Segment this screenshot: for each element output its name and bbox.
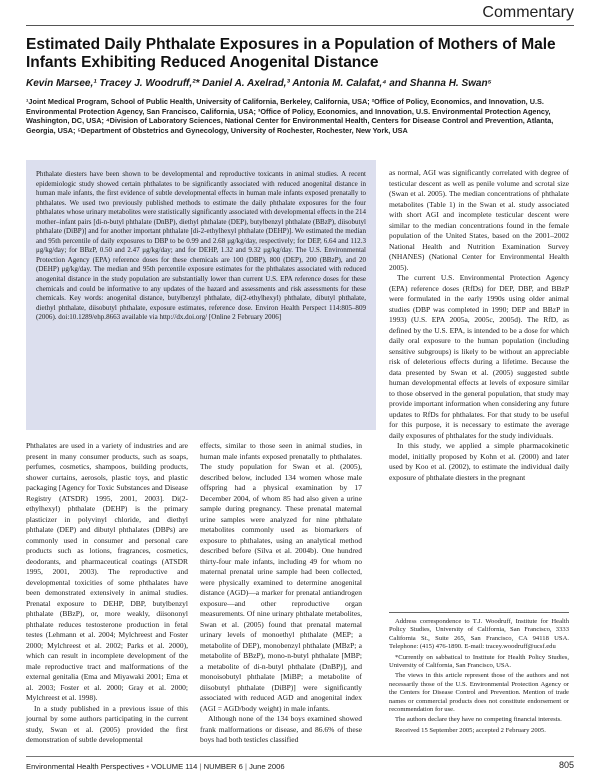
body-paragraph: Phthalates are used in a variety of industries and are present in many consumer products, such as soaps, perfumes, cosmetics, shampoos, building products, shower curtains, aerosols, plastic toys, and plastic packaging [Agency for Toxic Substances and Disease Registry (ATSDR) 1995, 2001, 2003]. Di(2-ethylhexyl) phthalate (DEHP) is the primary plasticizer in polyvinyl chloride, and diethyl phthalate (DEP) and dibutyl phthalates (DBPs) are commonly used in consumer and personal care products such as lotions, fragrances, cosmetics, deodorants, and pharmaceutical coatings (ATSDR 1995, 2001, 2003). The reproductive and developmental toxicities of some phthalates have been demonstrated extensively in animal studies. Prenatal exposure to DEHP, DBP, butylbenzyl phthalate (BBzP), or, more weakly, diisononyl phthalate reduces testosterone production in fetal testes (Lehmann et al. 2004; Mylchreest and Foster 2000; Mylchreest et al. 2002; Parks et al. 2000), which can result in incomplete development of the male reproductive tract and malformations of the external genitalia (Ema and Miyawaki 2001; Ema et al. 2003; Foster et al. 2000; Gray et al. 2000; Mylchreest et al. 1998).	[26, 441, 188, 702]
article-title: Estimated Daily Phthalate Exposures in a Population of Mothers of Male Infants Exhibiting Reduced Anogenital Distance	[26, 36, 556, 71]
notes-divider	[389, 612, 569, 613]
received-note: Received 15 September 2005; accepted 2 February 2005.	[395, 726, 546, 734]
header-rule	[26, 25, 574, 26]
issue-date: June 2006	[249, 762, 285, 771]
body-paragraph: Although none of the 134 boys examined showed frank malformations or disease, and 86.6% of these boys had both testicles classified	[200, 714, 362, 744]
disclaimer-note: The views in this article represent those of the authors and not necessarily those of the U.S. Environmental Protection Agency or the Centers for Disease Control and Prevention. Mention of trade names or commercial products does not constitute endorsement or recommendation for use.	[389, 672, 569, 714]
affiliations: ¹Joint Medical Program, School of Public Health, University of California, Berkeley, California, USA; ²Office of Policy, Economics, and Innovation, U.S. Environmental Protection Agency, San Francisco, California, USA; ³Office of Policy, Economics, and Innovation, U.S. Environmental Protection Agency, Washington, DC, USA; ⁴Division of Laboratory Sciences, National Center for Environmental Health, Centers for Disease Control and Prevention, Atlanta, Georgia, USA; ⁵Department of Obstetrics and Gynecology, University of Rochester, Rochester, New York, USA	[26, 97, 554, 135]
section-label: Commentary	[482, 4, 574, 21]
footer-rule	[26, 756, 574, 757]
body-column-1	[26, 441, 188, 746]
body-paragraph: as normal, AGI was significantly correlated with degree of testicular descent as well as penile volume and scrotal size (Swan et al. 2005). The median concentrations of phthalate metabolites (Table 1) in the Swan et al. study associated with short AGI and incomplete testicular descent were similar to the median concentrations found in the female population of the United States, based on the 2001–2002 National Health and Nutrition Examination Survey (NHANES) (National Center for Environmental Health 2005).	[389, 168, 569, 272]
volume: VOLUME 114	[151, 762, 198, 771]
page-number: 805	[558, 760, 574, 770]
author-list: Kevin Marsee,¹ Tracey J. Woodruff,²* Daniel A. Axelrad,³ Antonia M. Calafat,⁴ and Shanna H. Swan⁵	[26, 78, 492, 89]
abstract-box	[26, 160, 376, 430]
body-paragraph: In this study, we applied a simple pharmacokinetic model, initially proposed by Kohn et al. (2000) and later used by Koo et al. (2002), to estimate the individual daily exposure of phthalate diesters in the pregnant	[389, 441, 569, 482]
journal-name: Environmental Health Perspectives	[26, 762, 145, 771]
correspondence-note: Address correspondence to T.J. Woodruff, Institute for Health Policy Studies, University of California, San Francisco, 3333 California St., Suite 265, San Francisco, CA 94118 USA. Telephone: (415) 476-1890. E-mail: tracey.woodruff@ucsf.edu	[389, 618, 569, 651]
body-paragraph: The current U.S. Environmental Protection Agency (EPA) reference doses (RfDs) for DEP, DBP, and BBzP were formulated in the early 1990s using older animal studies (DBP was completed in 1990; DEP and BBzP in 1993) (U.S. EPA 2005a, 2005c, 2005d). The RfD, as defined by the U.S. EPA, is intended to be a dose for which daily oral exposure to the human population (including sensitive subgroups) is likely to be without an appreciable risk of deleterious effects during a lifetime. Because the data presented by Swan et al. (2005) suggested subtle human developmental effects at levels of exposure similar to those observed in the general population, that study may provide important information when considering any future updates to RfDs for phthalates. For that study to be useful for this purpose, it is necessary to estimate the average daily exposures of phthalates for the study individuals.	[389, 273, 569, 440]
body-paragraph: effects, similar to those seen in animal studies, in human male infants exposed prenatally to phthalates. The study population for Swan et al. (2005), described below, included 134 women whose male offspring had a physical examination by 17 December 2004, of whom 85 had also given a urine sample during pregnancy. These prenatal maternal urine samples were analyzed for nine phthalate metabolites commonly used as biomarkers of exposure to phthalates, using an analytical method described before (Silva et al. 2004b). One hundred thirty-four male infants, including 49 for whom no maternal prenatal urine sample had been collected, were physically examined to determine anogenital distance (AGD)—a marker for prenatal antiandrogen exposure—and other reproductive organ measurements. Of nine urinary phthalate metabolites, Swan et al. (2005) found that prenatal maternal urinary levels of monoethyl phthalate (MEP; a metabolite of DEP), monobenzyl phthalate (MBzP; a metabolite of BBzP), mono-n-butyl phthalate [MBP; a metabolite of di-n-butyl phthalate (DnBP)], and monoisobutyl phthalate [MiBP; a metabolite of diisobutyl phthalate (DiBP)] were significantly associated with reduced AGD and anogenital index (AGI = AGD/body weight) in male infants.	[200, 441, 362, 713]
issue-number: NUMBER 6	[203, 762, 243, 771]
body-paragraph: In a study published in a previous issue of this journal by some authors participating in the current study, Swan et al. (2005) provided the first demonstration of subtle developmental	[26, 703, 188, 744]
competing-interests-note: The authors declare they have no competing financial interests.	[395, 716, 562, 724]
body-column-3	[389, 168, 569, 483]
body-column-2	[200, 441, 362, 746]
footer-citation: Environmental Health Perspectives • VOLUME 114 | NUMBER 6 | June 2006	[26, 762, 285, 771]
sabbatical-note: *Currently on sabbatical to Institute for Health Policy Studies, University of California, San Francisco, USA.	[389, 653, 569, 670]
abstract-text: Phthalate diesters have been shown to be developmental and reproductive toxicants in animal studies. A recent epidemiologic study showed certain phthalates to be significantly associated with reduced anogenital distance in human male infants, the first evidence of subtle developmental effects in human male infants exposed prenatally to phthalates. We used two previously published methods to estimate the daily phthalate exposures for the four phthalates whose urinary metabolites were statistically significantly associated with developmental effects in the 214 mother–infant pairs [di-n-butyl phthalate (DnBP), diethyl phthalate (DEP), butylbenzyl phthalate (BBzP), diisobutyl phthalate (DiBP)] and for another important phthalate [di-2-ethylhexyl phthalate (DEHP)]. We estimated the median and 95th percentile of daily exposures to DBP to be 0.99 and 2.68 μg/kg/day, respectively; for DEP, 6.64 and 112.3 μg/kg/day; for BBzP, 0.50 and 2.47 μg/kg/day; and for DEHP, 1.32 and 9.32 μg/kg/day. The U.S. Environmental Protection Agency (EPA) reference doses for these chemicals are 100 (DBP), 800 (DEP), 200 (BBzP), and 20 (DEHP) μg/kg/day. The median and 95th percentile exposure estimates for the phthalates associated with reduced anogenital distance in the study population are substantially lower than current U.S. EPA reference doses for these chemicals and could be informative to any updates of the hazard and assessments and risk assessments for these chemicals. Key words: anogenital distance, butylbenzyl phthalate, di(2-ethylhexyl) phthalate, dibutyl phthalate, diethyl phthalate, diisobutyl phthalate, exposure estimates, reference dose. Environ Health Perspect 114:805–809 (2006). doi:10.1289/ehp.8663 available via http://dx.doi.org/ [Online 2 February 2006]	[36, 170, 366, 322]
footnotes	[389, 618, 569, 737]
